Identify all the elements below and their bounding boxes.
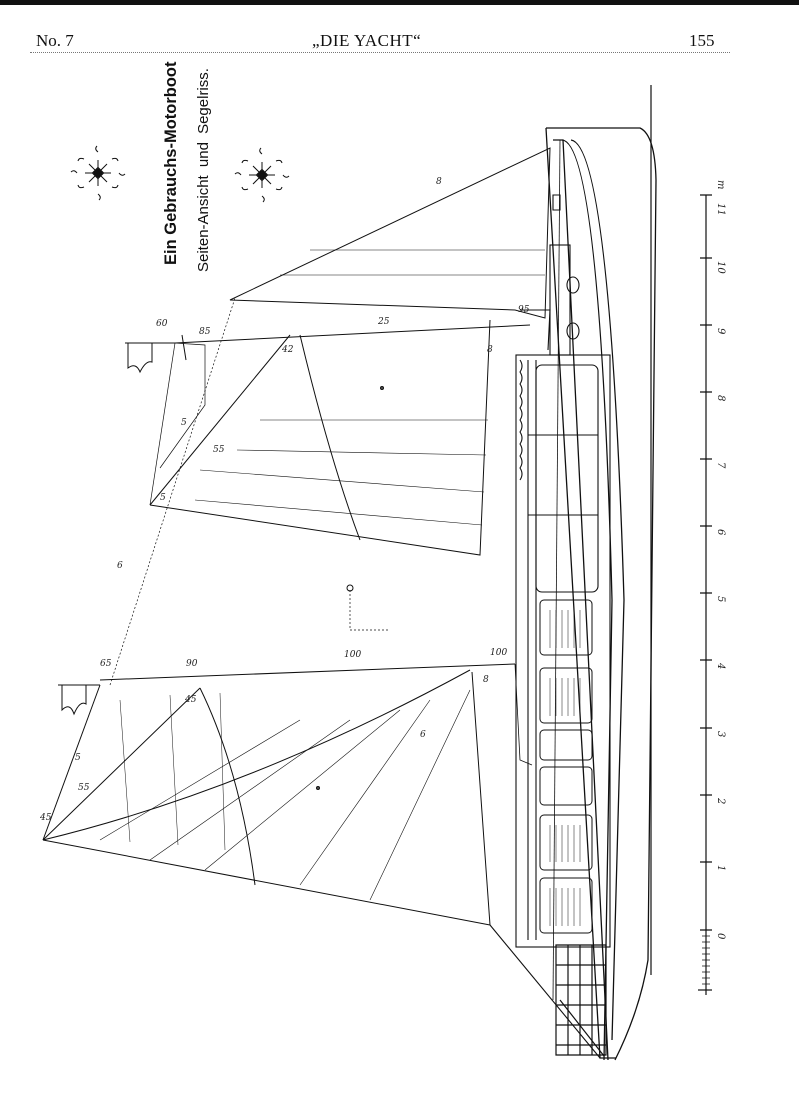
spar-label: 55 <box>213 445 225 455</box>
scale-labels <box>715 180 726 940</box>
spar-label: 6 <box>420 730 426 740</box>
hull <box>546 128 656 1060</box>
scale-tick-label: 1 <box>715 865 726 872</box>
cabin-windows <box>540 600 592 933</box>
drawing-title: Ein Gebrauchs-Motorboot <box>162 61 180 265</box>
scale-tick-label: 10 <box>715 261 726 274</box>
spar-label: 8 <box>436 177 442 187</box>
spar-label: 42 <box>282 345 294 355</box>
scale-tick-label: 5 <box>715 596 726 603</box>
spar-label: 100 <box>344 650 362 660</box>
scale-tick-label: 6 <box>715 529 726 536</box>
spar-label: 85 <box>199 327 211 337</box>
scale-tick-label: 9 <box>715 328 726 335</box>
issue-number: No. 7 <box>36 31 74 50</box>
spar-label: 5 <box>181 418 187 428</box>
spar-label: 55 <box>78 783 90 793</box>
ornament-right-icon <box>235 148 289 202</box>
drawing-subtitle: Seiten-Ansicht und Segelriss. <box>195 68 212 272</box>
spar-label: 45 <box>185 695 197 705</box>
scale-tick-label: 3 <box>715 731 726 738</box>
scale-tick-label: 8 <box>715 395 726 402</box>
spar-label: 95 <box>518 305 530 315</box>
spar-label: 6 <box>117 561 123 571</box>
spar-label: 5 <box>75 753 81 763</box>
scale-tick-label: 2 <box>715 798 726 805</box>
spar-label: 65 <box>100 659 112 669</box>
flag-top-icon <box>125 343 175 372</box>
scale-tick-label: 7 <box>715 462 726 469</box>
spar-label: 60 <box>156 319 168 329</box>
spar-label: 90 <box>186 659 198 669</box>
scale-bar <box>698 195 712 995</box>
spar-label: 8 <box>483 675 489 685</box>
flag-bottom-icon <box>58 685 100 714</box>
scale-unit-label: m <box>715 180 726 190</box>
cabin <box>516 355 610 947</box>
scale-tick-label: 0 <box>715 933 726 940</box>
spar-label: 25 <box>378 317 390 327</box>
page-number: 155 <box>689 31 715 50</box>
ornament-left-icon <box>71 146 125 200</box>
spar-label: 5 <box>160 493 166 503</box>
spar-label: 45 <box>40 813 52 823</box>
journal-title: „DIE YACHT“ <box>312 31 422 50</box>
spar-label: 8 <box>487 345 493 355</box>
scale-tick-label: 11 <box>715 203 726 216</box>
scale-tick-label: 4 <box>715 663 726 670</box>
spar-label: 100 <box>490 648 508 658</box>
